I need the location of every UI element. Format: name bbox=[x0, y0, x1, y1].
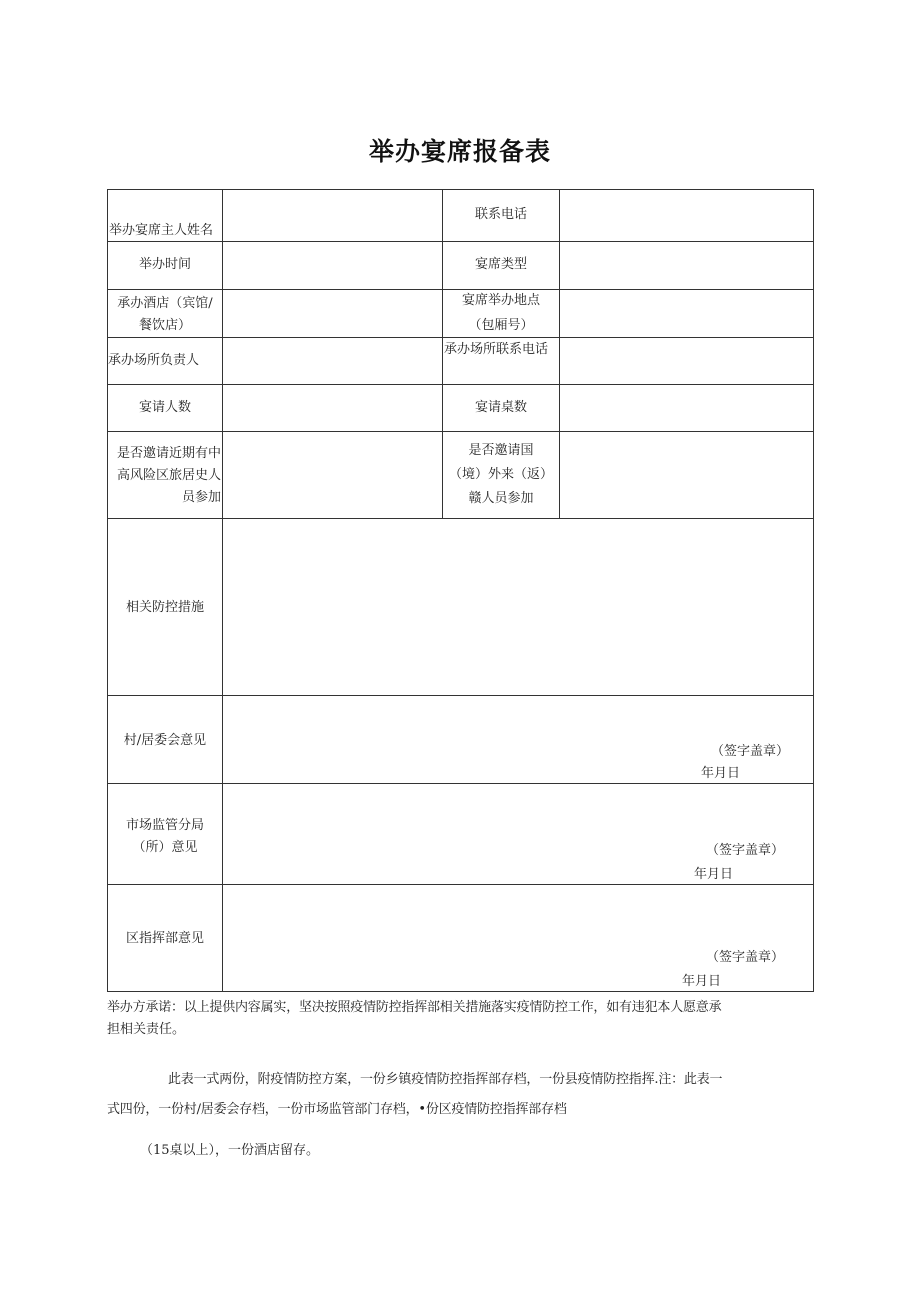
contact-phone-label: 联系电话 bbox=[474, 207, 527, 222]
foreign-visitor-label-line3: 赣人员参加 bbox=[468, 491, 534, 506]
copies-note-line-3: （15桌以上），一份酒店留存。 bbox=[140, 1143, 320, 1158]
table-border bbox=[107, 189, 814, 190]
table-divider bbox=[559, 189, 560, 519]
venue-phone-label: 承办场所联系电话 bbox=[444, 342, 549, 357]
table-divider bbox=[107, 431, 814, 432]
risk-area-label-line2: 高风险区旅居史人 bbox=[116, 468, 221, 483]
banquet-type-label: 宴席类型 bbox=[474, 257, 527, 272]
district-date-text: 年月日 bbox=[682, 974, 722, 989]
table-divider bbox=[107, 384, 814, 385]
table-divider bbox=[107, 337, 814, 338]
market-opinion-label-line2: （所）意见 bbox=[132, 840, 198, 855]
page-title: 举办宴席报备表 bbox=[368, 137, 551, 166]
commitment-line-1: 举办方承诺：以上提供内容属实，坚决按照疫情防控指挥部相关措施落实疫情防控工作，如有违犯本人愿意承 bbox=[107, 1000, 722, 1015]
host-name-label: 举办宴席主人姓名 bbox=[109, 223, 214, 238]
hotel-label-line1: 承办酒店（宾馆/ bbox=[117, 296, 213, 311]
village-date-text: 年月日 bbox=[701, 766, 741, 781]
table-divider bbox=[222, 189, 223, 992]
market-opinion-label-line1: 市场监管分局 bbox=[125, 818, 204, 833]
market-seal-text: （签字盖章） bbox=[706, 843, 785, 858]
risk-area-label-line1: 是否邀请近期有中 bbox=[116, 446, 221, 461]
village-opinion-label: 村/居委会意见 bbox=[123, 733, 207, 748]
table-border bbox=[813, 189, 814, 992]
risk-area-label-line3: 员参加 bbox=[181, 490, 221, 505]
foreign-visitor-label-line1: 是否邀请国 bbox=[468, 443, 534, 458]
location-label-line2: （包厢号） bbox=[468, 318, 534, 333]
table-divider bbox=[107, 241, 814, 242]
foreign-visitor-label-line2: （境）外来（返） bbox=[448, 467, 553, 482]
hotel-label-line2: 餐饮店） bbox=[138, 318, 191, 333]
table-divider bbox=[107, 518, 814, 519]
commitment-line-2: 担相关责任。 bbox=[107, 1022, 186, 1037]
district-seal-text: （签字盖章） bbox=[706, 950, 785, 965]
table-divider bbox=[107, 695, 814, 696]
table-count-label: 宴请桌数 bbox=[474, 400, 527, 415]
venue-manager-label: 承办场所负责人 bbox=[108, 353, 200, 368]
event-time-label: 举办时间 bbox=[138, 257, 191, 272]
location-label-line1: 宴席举办地点 bbox=[461, 293, 540, 308]
copies-note-line-1: 此表一式两份，附疫情防控方案，一份乡镇疫情防控指挥部存档，一份县疫情防控指挥.注：此表一 bbox=[168, 1072, 723, 1087]
copies-note-line-2: 式四份，一份村/居委会存档，一份市场监管部门存档，•份区疫情防控指挥部存档 bbox=[107, 1102, 567, 1117]
guest-count-label: 宴请人数 bbox=[138, 400, 191, 415]
village-seal-text: （签字盖章） bbox=[711, 744, 790, 759]
district-opinion-label: 区指挥部意见 bbox=[125, 931, 204, 946]
measures-label: 相关防控措施 bbox=[125, 600, 204, 615]
market-date-text: 年月日 bbox=[694, 867, 734, 882]
